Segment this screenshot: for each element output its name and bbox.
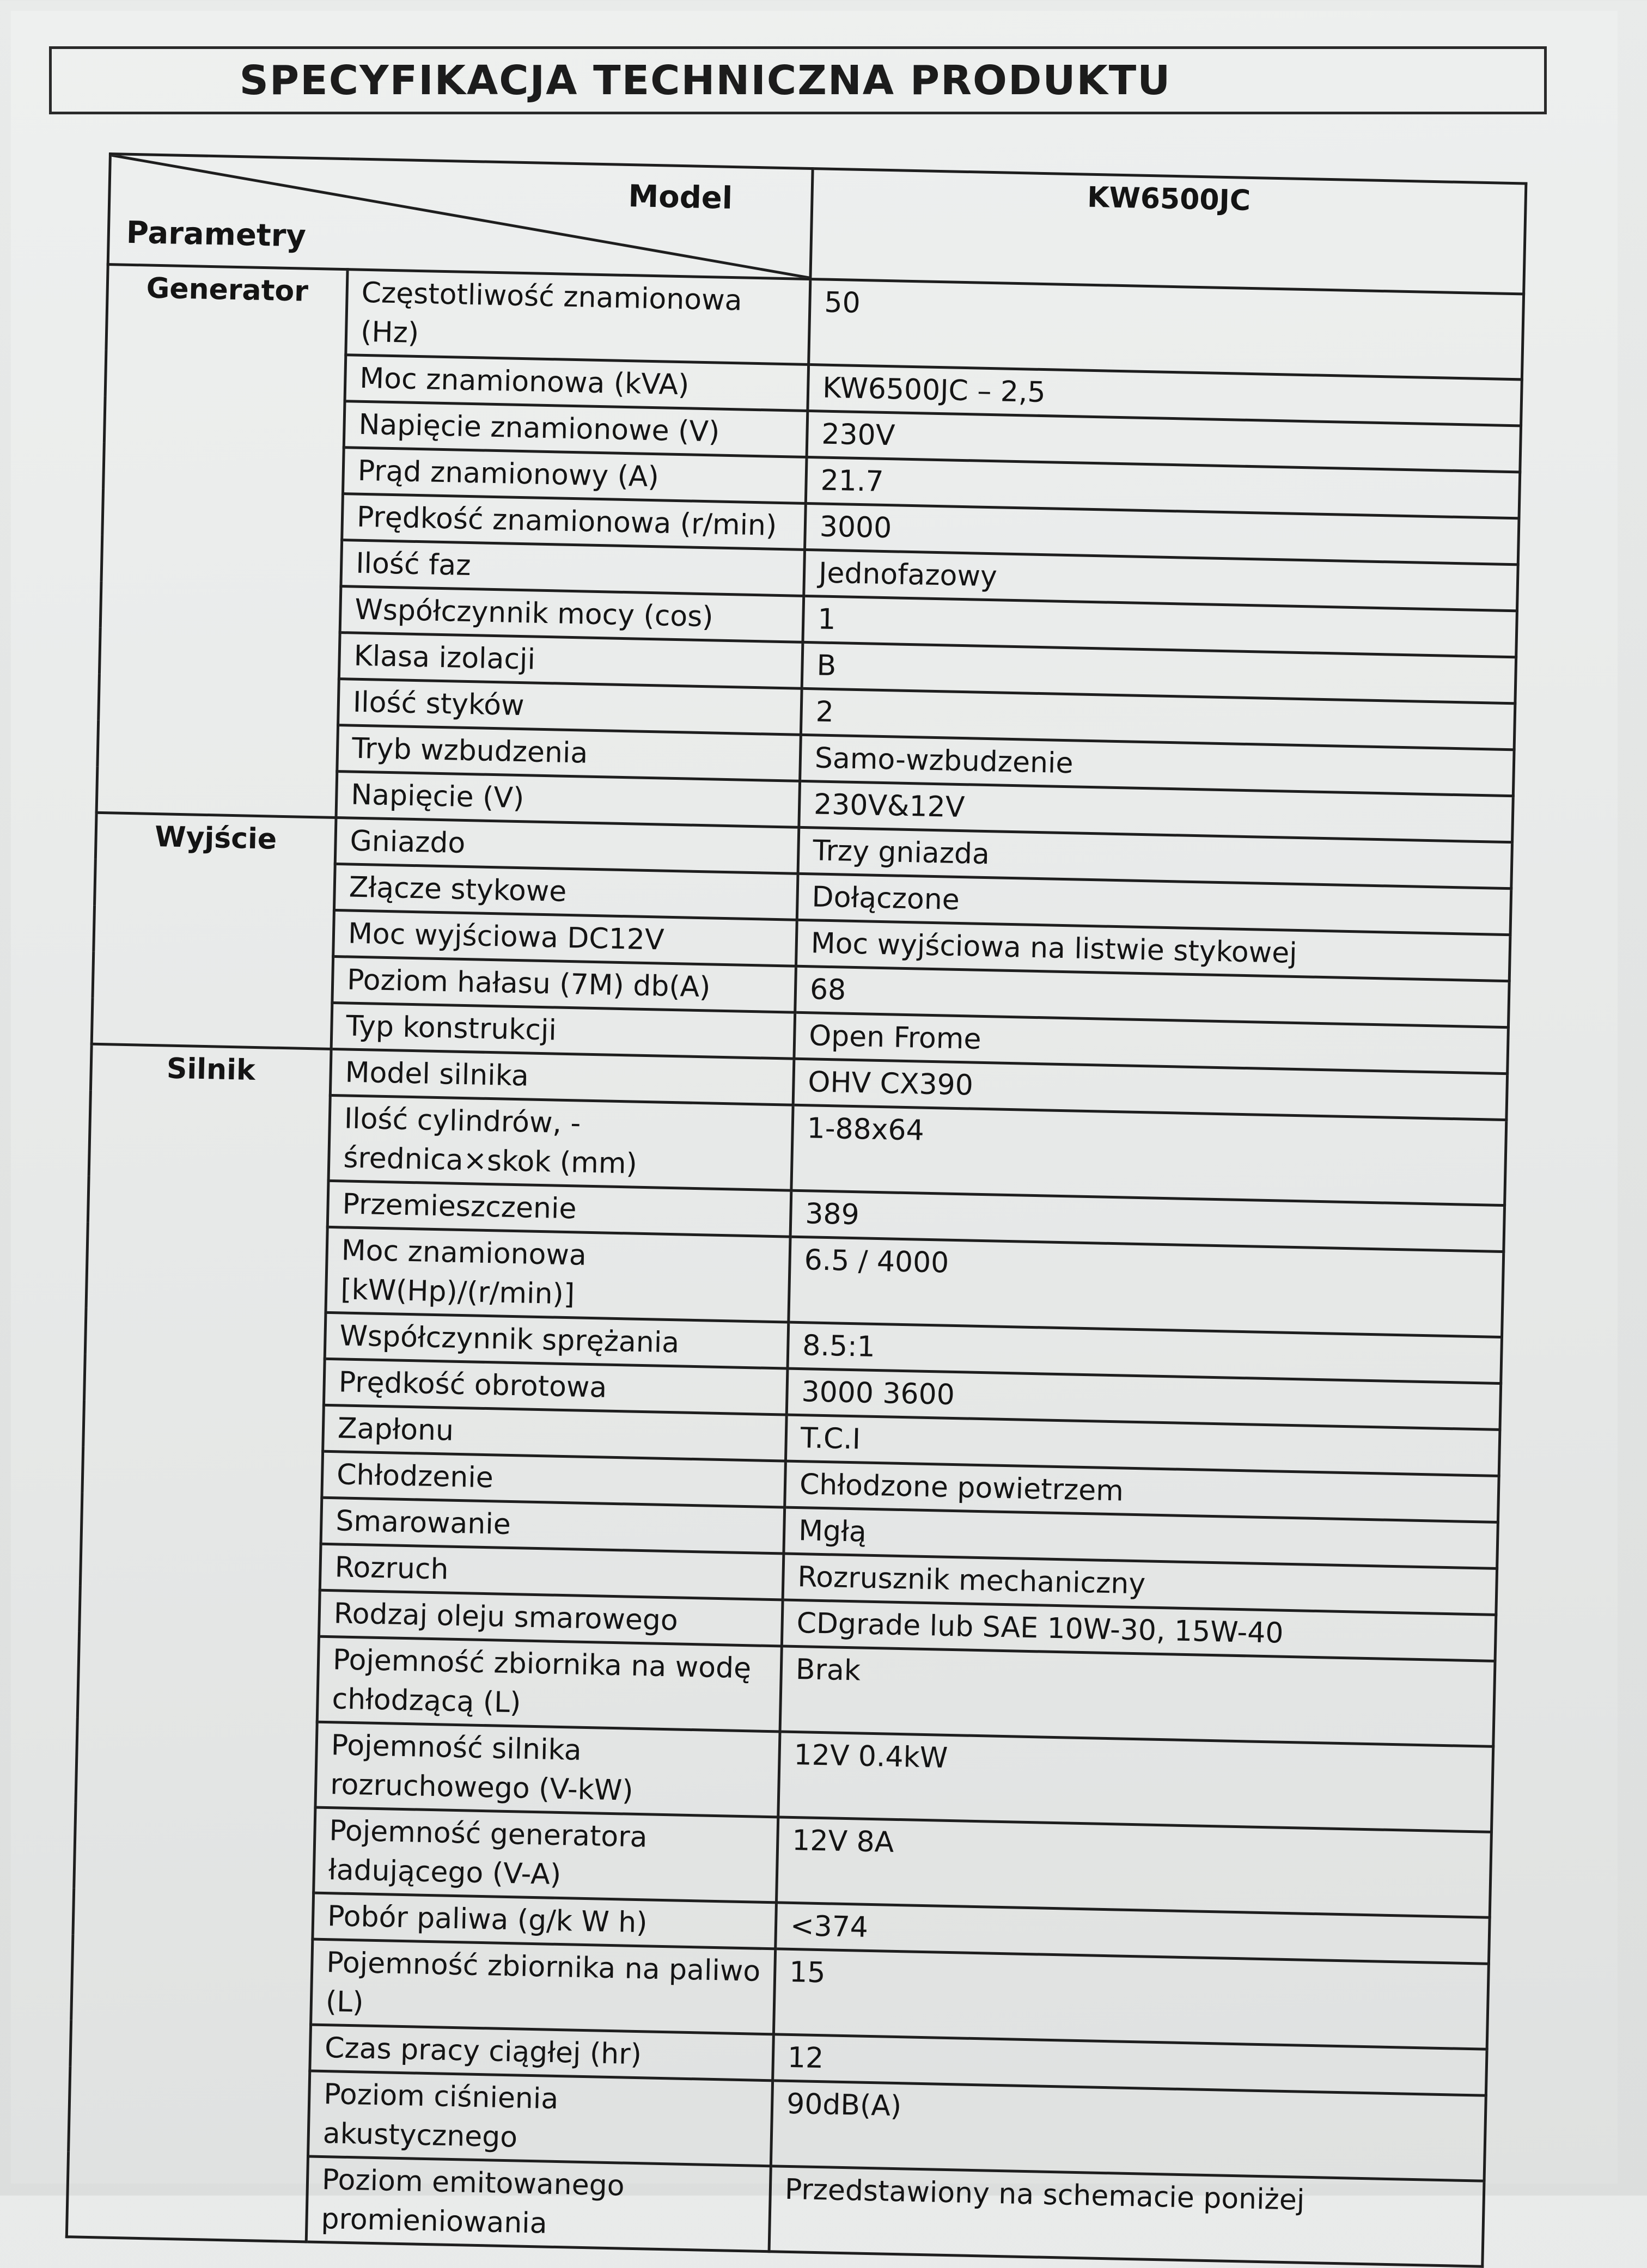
param-value: T.C.I [785,1415,1499,1476]
model-label: Model [627,178,733,216]
parametry-label: Parametry [126,215,307,254]
param-value: 68 [795,966,1509,1027]
title-box [49,46,1547,114]
param-value: Moc wyjściowa na listwie stykowej [796,920,1510,981]
param-label: Gniazdo [335,818,799,874]
param-label: Klasa izolacji [339,633,803,689]
param-value: 50 [809,279,1524,380]
param-value: Mgłą [784,1507,1498,1568]
param-label: Model silnika [330,1049,794,1105]
param-value: 230V [807,411,1521,472]
param-value: 230V&12V [799,781,1513,842]
param-value: Trzy gniazda [798,827,1512,888]
param-value: OHV CX390 [793,1059,1507,1120]
param-label: Częstotliwość znamionowa (Hz) [346,270,810,365]
param-label: Pobór paliwa (g/k W h) [313,1893,777,1949]
param-value: 3000 [805,503,1519,564]
model-value: KW6500JC [810,169,1526,294]
param-value: 12V 8A [776,1817,1491,1917]
param-value: <374 [776,1903,1490,1964]
param-label: Przemieszczenie [327,1181,791,1237]
param-label: Ilość styków [338,679,802,735]
param-value: 1-88x64 [791,1105,1506,1205]
document-sheet [11,11,1618,2240]
param-label: Zapłonu [323,1405,787,1461]
param-value: Przedstawiony na schemacie poniżej [769,2166,1484,2266]
param-value: Chłodzone powietrzem [785,1461,1499,1522]
param-label: Napięcie znamionowe (V) [344,401,808,457]
param-value: KW6500JC – 2,5 [808,364,1522,425]
param-label: Rodzaj oleju smarowego [319,1590,783,1646]
param-label: Smarowanie [321,1497,785,1554]
param-label: Ilość cylindrów, - średnica×skok (mm) [328,1095,793,1190]
param-label: Poziom hałasu (7M) db(A) [332,956,796,1012]
param-value: Dołączone [797,873,1511,934]
param-label: Moc znamionowa (kVA) [345,355,809,411]
param-value: 3000 3600 [786,1368,1500,1429]
param-label: Pojemność generatora ładującego (V-A) [314,1807,778,1903]
param-label: Pojemność zbiornika na paliwo (L) [311,1939,776,2034]
param-value: 12 [773,2034,1487,2095]
param-value: 1 [803,596,1517,657]
group-label: Silnik [66,1044,331,2242]
param-label: Prędkość znamionowa (r/min) [342,494,806,550]
param-value: B [802,642,1516,703]
param-label: Pojemność zbiornika na wodę chłodzącą (L) [317,1636,782,1732]
param-label: Typ konstrukcji [331,1002,795,1059]
param-label: Prędkość obrotowa [324,1359,788,1415]
param-label: Współczynnik sprężania [325,1312,789,1368]
param-label: Chłodzenie [322,1451,786,1507]
param-label: Poziom ciśnienia akustycznego [308,2071,773,2166]
param-label: Ilość faz [341,540,805,596]
param-value: 8.5:1 [788,1322,1502,1383]
param-value: Rozrusznik mechaniczny [783,1554,1497,1615]
header-corner-cell [108,154,813,279]
param-label: Pojemność silnika rozruchowego (V-kW) [315,1722,780,1817]
param-value: 6.5 / 4000 [789,1237,1504,1337]
param-value: Samo-wzbudzenie [800,735,1514,796]
param-value: 2 [801,688,1515,749]
param-label: Prąd znamionowy (A) [343,448,807,504]
param-label: Poziom emitowanego promieniowania [306,2156,771,2252]
param-label: Rozruch [320,1544,784,1600]
param-label: Napięcie (V) [336,772,800,828]
group-label: Generator [96,265,347,818]
param-label: Moc znamionowa [kW(Hp)/(r/min)] [326,1227,790,1322]
param-label: Moc wyjściowa DC12V [333,910,797,966]
param-label: Współczynnik mocy (cos) [340,586,804,643]
param-value: 389 [790,1190,1504,1251]
param-value: Open Frome [794,1012,1508,1073]
spec-table [65,152,1528,2268]
param-value: 90dB(A) [771,2081,1486,2181]
param-value: 15 [773,1949,1489,2049]
param-label: Złącze stykowe [334,864,798,920]
param-value: Brak [780,1646,1495,1746]
param-label: Czas pracy ciągłej (hr) [310,2025,774,2081]
param-label: Tryb wzbudzenia [337,725,801,781]
group-label: Wyjście [91,812,336,1049]
page-title: SPECYFIKACJA TECHNICZNA PRODUKTU [239,57,1172,104]
param-value: 21.7 [806,457,1520,518]
param-value: CDgrade lub SAE 10W-30, 15W-40 [782,1600,1496,1661]
param-value: 12V 0.4kW [778,1732,1493,1832]
param-value: Jednofazowy [804,549,1518,610]
